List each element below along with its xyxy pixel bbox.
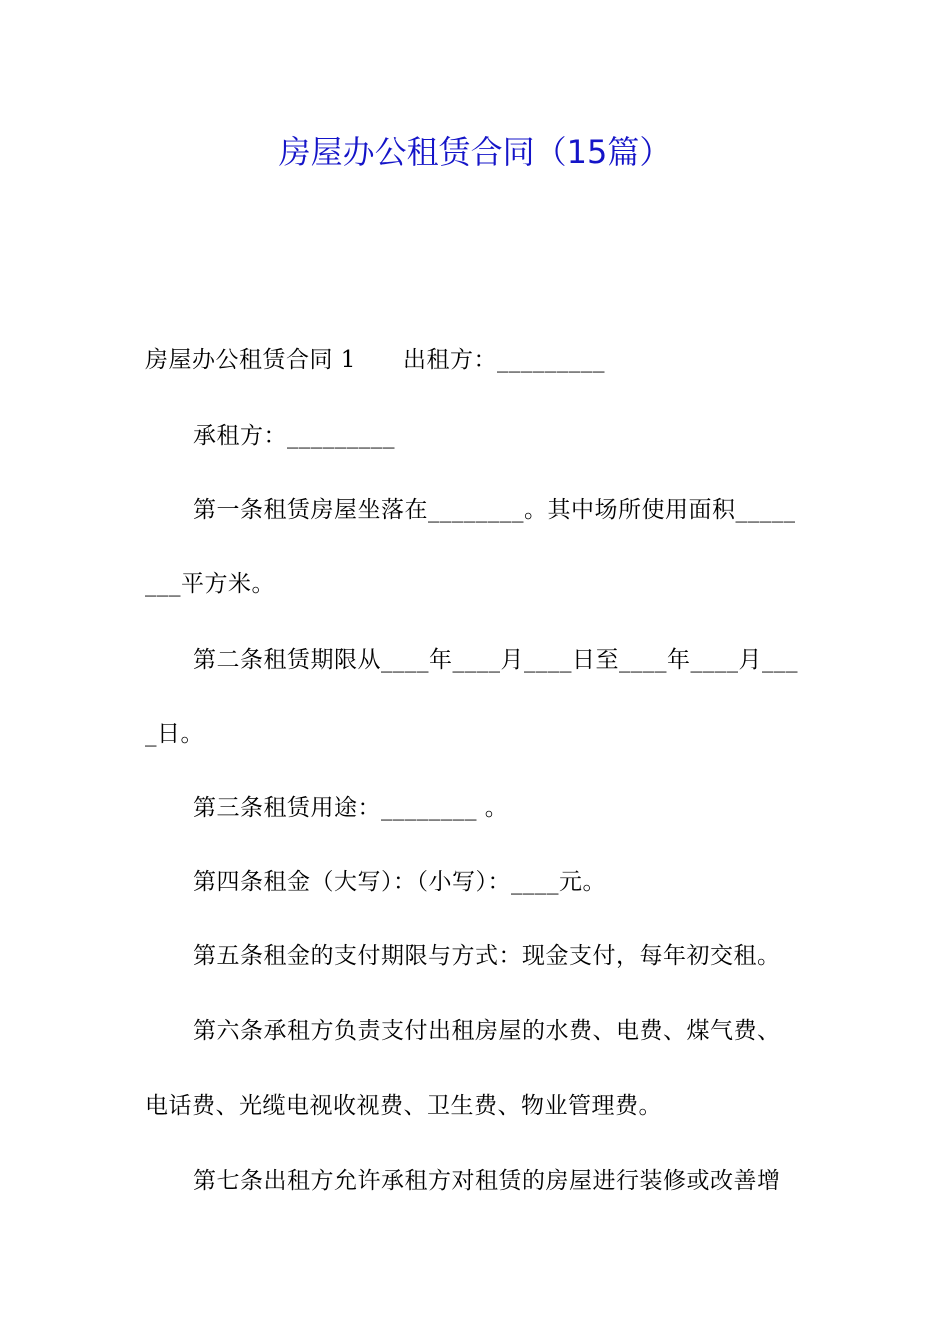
article-2-line: 第二条租赁期限从____年____月____日至____年____月___ — [193, 647, 798, 673]
article-3-line: 第三条租赁用途：________ 。 — [193, 795, 509, 821]
article-5-line: 第五条租金的支付期限与方式：现金支付，每年初交租。 — [193, 943, 781, 969]
article-7-line: 第七条出租方允许承租方对租赁的房屋进行装修或改善增 — [193, 1168, 781, 1194]
article-6-continuation: 电话费、光缆电视收视费、卫生费、物业管理费。 — [145, 1093, 662, 1119]
article-4-line: 第四条租金（大写）：（小写）：____元。 — [193, 869, 606, 895]
article-1-line: 第一条租赁房屋坐落在________。其中场所使用面积_____ — [193, 497, 796, 523]
document-title: 房屋办公租赁合同（15篇） — [278, 133, 672, 171]
contract-heading-line: 房屋办公租赁合同 1 出租方：_________ — [145, 347, 605, 373]
article-1-continuation: ___平方米。 — [145, 571, 275, 597]
lessee-line: 承租方：_________ — [193, 423, 395, 449]
article-6-line: 第六条承租方负责支付出租房屋的水费、电费、煤气费、 — [193, 1018, 781, 1044]
article-2-continuation: _日。 — [145, 721, 204, 747]
